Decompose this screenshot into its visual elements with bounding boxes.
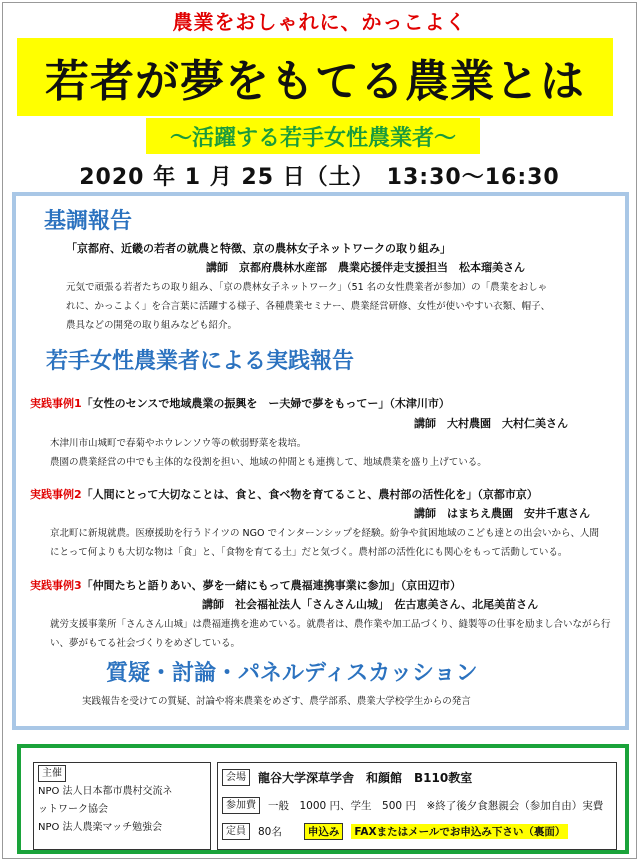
fee-row — [222, 797, 603, 814]
keynote-desc-3: 農具などの開発の取り組みなども紹介。 — [66, 320, 238, 331]
case-3-speaker: 講師 社会福祉法人「さんさん山城」 佐古恵美さん、北尾美苗さん — [202, 598, 539, 611]
organizer-1a: NPO 法人日本都市農村交流ネ — [38, 786, 173, 797]
fee-value: 一般 1000 円、学生 500 円 ※終了後夕食懇親会（参加自由）実費 — [268, 800, 604, 812]
subtitle-banner — [146, 118, 480, 154]
capacity-label: 定員 — [222, 823, 250, 840]
case-2-desc-1: 京北町に新規就農。医療援助を行うドイツの NGO でインターンシップを経験。紛争や貧困地域のこども達との出会いから、人間 — [50, 528, 600, 539]
case-2-speaker: 講師 はまちえ農園 安井千恵さん — [414, 507, 590, 520]
organizer-2: NPO 法人農楽マッチ勉強会 — [38, 822, 163, 833]
apply-label: 申込み — [304, 823, 344, 840]
organizer-label: 主催 — [38, 765, 66, 782]
apply-instructions: FAXまたはメールでお申込み下さい（裏面） — [351, 824, 568, 839]
case-2-topic: 「人間にとって大切なことは、食と、食べ物を育てること、農村部の活性化を」（京都市京） — [81, 488, 538, 501]
event-info-footer — [17, 744, 629, 854]
keynote-desc-1: 元気で頑張る若者たちの取り組み、「京の農林女子ネットワーク」（51 名の女性農業者が参加）の「農業をおしゃ — [66, 282, 548, 293]
case-1-label: 実践事例1 — [30, 397, 82, 410]
organizer-box — [33, 762, 211, 850]
case-3-label: 実践事例3 — [30, 579, 82, 592]
venue-info-box — [217, 762, 617, 850]
discussion-heading: 質疑・討論・パネルディスカッション — [106, 661, 478, 686]
keynote-desc-2: れに、かっこよく」を合言葉に活躍する様子、各種農業セミナー、農業経営研修、女性が使いやすい衣類、帽子、 — [66, 301, 551, 312]
fee-label: 参加費 — [222, 797, 260, 814]
organizer-1b: ットワーク協会 — [38, 804, 108, 815]
title-banner — [17, 38, 613, 116]
keynote-topic: 「京都府、近畿の若者の就農と特徴、京の農林女子ネットワークの取り組み」 — [66, 242, 451, 255]
page-subtitle: ～活躍する若手女性農業者～ — [169, 125, 456, 151]
venue-row — [222, 769, 472, 786]
case-1-topic-row — [30, 395, 450, 411]
discussion-desc: 実践報告を受けての質疑、討論や将来農業をめざす、農学部系、農業大学校学生からの発言 — [82, 696, 471, 707]
case-1-desc-2: 農園の農業経営の中でも主体的な役割を担い、地域の仲間とも連携して、地域農業を盛り上げている。 — [50, 457, 487, 468]
capacity-row — [222, 823, 568, 840]
page-title: 若者が夢をもてる農業とは — [45, 56, 585, 107]
case-3-desc-2: い、夢がもてる社会づくりをめざしている。 — [50, 638, 241, 649]
case-2-desc-2: にとって何よりも大切な物は「食」と、「食物を育てる土」だと気づく。農村部の活性化にも関心をもって活動している。 — [50, 547, 568, 558]
case-1-speaker: 講師 大村農園 大村仁美さん — [414, 417, 568, 430]
case-3-topic: 「仲間たちと語りあい、夢を一緒にもって農福連携事業に参加」（京田辺市） — [81, 579, 462, 592]
case-2-topic-row — [30, 486, 538, 502]
case-1-desc-1: 木津川市山城町で春菊やホウレンソウ等の軟弱野菜を栽培。 — [50, 438, 307, 449]
practice-heading: 若手女性農業者による実践報告 — [46, 349, 355, 374]
tagline: 農業をおしゃれに、かっこよく — [172, 10, 467, 34]
program-panel — [12, 192, 629, 730]
keynote-speaker: 講師 京都府農林水産部 農業応援伴走支援担当 松本瑠美さん — [206, 261, 525, 274]
venue-value: 龍谷大学深草学舎 和顔館 B110教室 — [258, 771, 473, 785]
case-3-topic-row — [30, 577, 461, 593]
keynote-heading: 基調報告 — [44, 209, 133, 234]
capacity-value: 80名 — [258, 826, 282, 838]
case-1-topic: 「女性のセンスで地域農業の振興を ー夫婦で夢をもってー」（木津川市） — [81, 397, 450, 410]
case-2-label: 実践事例2 — [30, 488, 82, 501]
event-datetime: 2020 年 1 月 25 日（土） 13:30～16:30 — [79, 165, 560, 190]
case-3-desc-1: 就労支援事業所「さんさん山城」は農福連携を進めている。就農者は、農作業や加工品づくり、縫製等の仕事を励まし合いながら行 — [50, 619, 611, 630]
venue-label: 会場 — [222, 769, 250, 786]
